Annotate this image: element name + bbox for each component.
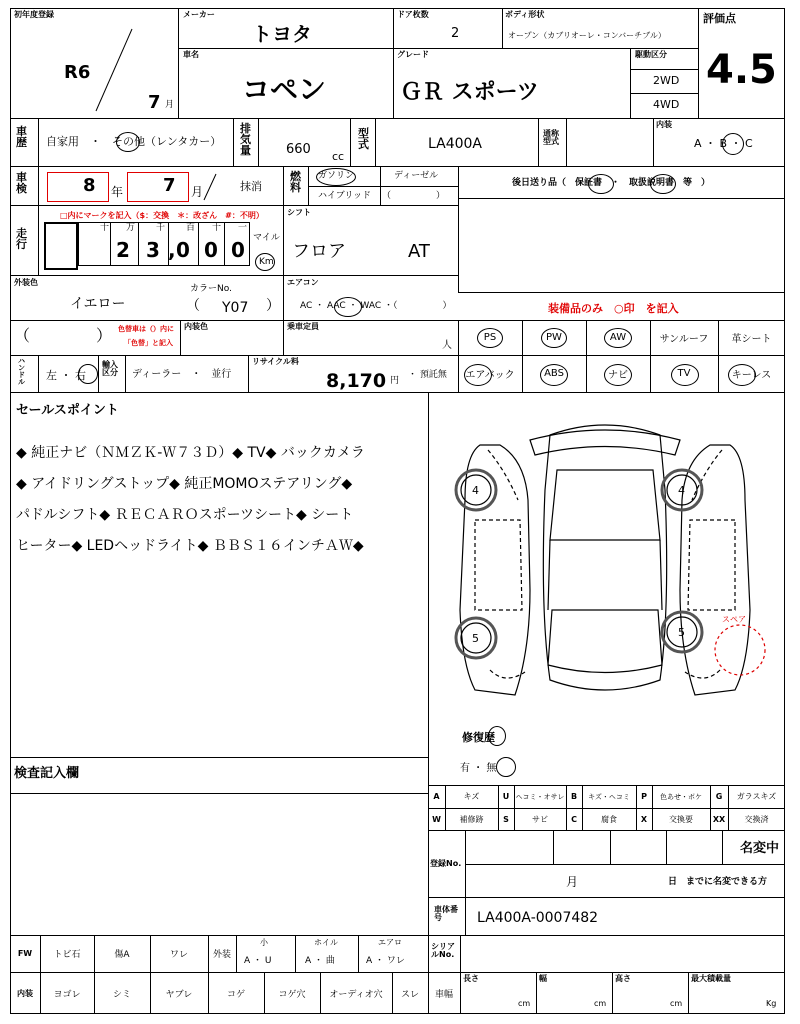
ac-text: AC ・ AAC ・ WAC ・（ ） [300, 301, 452, 311]
import-text: ディーラー ・ 並行 [132, 369, 232, 380]
legend-text: 交換済 [744, 814, 769, 824]
fw-wheel-label: ホイル [314, 938, 338, 947]
odo-separator: , [168, 238, 176, 262]
sales-line: パドルシフト◆ ＲＥＣＡＲＯスポーツシート◆ シート [16, 507, 354, 523]
legend-text: ガラスキズ [736, 792, 777, 801]
equip-leather: 革シート [731, 334, 772, 345]
exterior-label: 外装色 [14, 278, 38, 287]
fuel-circle [316, 168, 356, 186]
fw-small-label: 小 [260, 938, 268, 947]
repair-options: 有 ・ 無 [460, 763, 497, 774]
cancel-text: 抹消 [240, 180, 262, 193]
dims-length-label: 長さ [463, 974, 479, 983]
drive-4wd: 4WD [653, 98, 680, 111]
docs-circle-1 [588, 174, 614, 194]
odo-digit-2: 0 [176, 238, 190, 262]
import-label: 輸入区分 [102, 360, 118, 377]
maker-label: メーカー [183, 10, 215, 19]
dims-label: 車幅 [434, 989, 453, 1000]
fw-exterior-label: 外装 [212, 950, 231, 960]
mile-label: マイル [253, 233, 280, 243]
drive-2wd: 2WD [653, 74, 680, 87]
color-code-paren-left: （ [186, 298, 200, 314]
interior-label: 内装 [656, 120, 672, 129]
year-unit: 年 [111, 185, 124, 199]
equip-ps: PS [483, 332, 497, 343]
fw-aero-value: A ・ ワレ [366, 956, 405, 966]
repair-circle [488, 726, 506, 746]
docs-circle-2 [650, 174, 676, 194]
odo-digit-1: 3 [146, 238, 160, 262]
dims-height-unit: cm [670, 999, 683, 1008]
repair-options-circle [496, 757, 516, 777]
int-item: コゲ穴 [278, 989, 306, 1000]
equip-airbag: エアバック [465, 370, 515, 381]
doors-value: 2 [451, 26, 460, 41]
interior-grades: A ・ B ・ C [694, 137, 753, 150]
equip-ps-circle [477, 328, 503, 348]
int-item: ヨゴレ [53, 989, 81, 1000]
legend-text: キズ・ヘコミ [588, 792, 630, 801]
legend-code: X [640, 814, 648, 824]
equip-tv: TV [677, 368, 691, 379]
car-diagram [430, 410, 780, 710]
equip-sunroof: サンルーフ [659, 334, 709, 345]
doors-label: ドア枚数 [397, 10, 429, 19]
maker-value: トヨタ [252, 22, 312, 46]
spare-label: スペア [722, 615, 746, 624]
inspection-notes-title: 検査記入欄 [14, 766, 80, 781]
handle-circle [78, 364, 98, 384]
first-reg-month-unit: 月 [165, 100, 175, 110]
model-label: 型式 [358, 127, 369, 151]
repaint-note-1: 色替車は（）内に [118, 325, 174, 333]
usage-label: 車歴 [16, 125, 27, 149]
model-value: LA400A [428, 136, 482, 152]
repair-label: 修復歴 [462, 731, 495, 744]
displacement-label: 排気量 [240, 122, 251, 157]
fuel-gasoline: ガソリン [318, 171, 355, 181]
dims-width-unit: cm [594, 999, 607, 1008]
int-label: 内装 [17, 988, 33, 998]
sales-line: ヒーター◆ LEDヘッドライト◆ ＢＢＳ１６インチＡＷ◆ [16, 538, 364, 554]
legend-code: C [571, 814, 577, 824]
score-label: 評価点 [703, 12, 736, 25]
month-unit: 月 [191, 185, 204, 199]
fuel-hybrid: ハイブリッド [318, 191, 372, 201]
displacement-value: 660 [286, 142, 311, 157]
legend-text: キズ [463, 792, 480, 801]
dims-length-unit: cm [518, 999, 531, 1008]
interior-circle [722, 133, 744, 155]
repaint-paren-right: ） [96, 326, 113, 345]
odo-unit-5: 一 [238, 223, 248, 233]
odo-unit-1: 万 [126, 223, 136, 233]
serial-label: シリアルNo. [431, 942, 455, 959]
displacement-unit: cc [332, 150, 345, 163]
first-reg-month: 7 [148, 92, 161, 113]
recycle-label: リサイクル料 [252, 357, 299, 366]
capacity-unit: 人 [442, 340, 452, 351]
usage-circle [116, 132, 140, 152]
drive-label: 駆動区分 [635, 50, 667, 59]
legend-code: S [503, 814, 509, 824]
repaint-paren-left: （ [14, 326, 31, 345]
dims-load-label: 最大積載量 [691, 974, 731, 983]
km-label: Km [259, 257, 274, 267]
int-item: コゲ [226, 989, 245, 1000]
fw-label: FW [17, 949, 33, 958]
sales-title: セールスポイント [16, 403, 119, 418]
legend-code: P [641, 792, 647, 801]
first-reg-slash [90, 25, 140, 115]
ac-circle [334, 297, 362, 317]
mileage-mark-box [44, 222, 78, 270]
recycle-deposit: ・ 預託無 [408, 370, 447, 380]
equip-pw-circle [541, 328, 567, 348]
fuel-other: （ ） [382, 191, 446, 201]
equip-navi-circle [604, 364, 632, 386]
body-label: ボディ形状 [505, 10, 545, 19]
legend-text: サビ [532, 814, 548, 824]
odo-digit-0: 2 [116, 238, 130, 262]
recycle-value: 8,170 [326, 370, 387, 392]
transmission: AT [408, 241, 430, 262]
mileage-note: □内にマークを記入（$：交換 ＊：改ざん #：不明） [60, 211, 264, 220]
fw-small-value: A ・ U [244, 956, 272, 966]
equip-abs: ABS [544, 368, 564, 379]
equip-abs-circle [540, 364, 568, 386]
name-label: 車名 [183, 50, 199, 59]
shift-label: シフト [287, 208, 311, 217]
legend-code: U [502, 792, 510, 801]
odo-unit-4: 十 [212, 223, 222, 233]
inspection-month: 7 [163, 175, 176, 196]
fw-aero-label: エアロ [378, 938, 402, 947]
registration-day: 日 までに名変できる方 [668, 877, 768, 887]
km-circle [255, 253, 275, 271]
sales-lines [16, 446, 426, 570]
equip-aw-circle [604, 328, 632, 348]
first-reg-label: 初年度登録 [14, 10, 54, 19]
inspection-year: 8 [83, 175, 96, 196]
body-value: オープン（カブリオーレ・コンバーチブル） [508, 31, 666, 40]
equip-title: 装備品のみ ○印 を記入 [548, 302, 679, 315]
int-item: スレ [400, 989, 419, 1000]
registration-month: 月 [566, 875, 579, 889]
score-value: 4.5 [706, 47, 777, 93]
grade-label: グレード [397, 50, 429, 59]
first-reg-era: R6 [64, 62, 91, 83]
grade-value: ＧＲ スポーツ [400, 80, 539, 105]
int-item: シミ [112, 989, 131, 1000]
handle-label: ハンドル [18, 357, 25, 386]
legend-code: B [570, 792, 578, 801]
color-code-value: Y07 [222, 300, 249, 316]
common-model-label: 通称型式 [543, 129, 559, 146]
dims-width-label: 幅 [539, 974, 547, 983]
tire-rear-right: 5 [678, 626, 685, 639]
legend-code: W [432, 814, 441, 824]
tire-front-right: 4 [678, 484, 685, 497]
dims-height-label: 高さ [615, 974, 631, 983]
fw-item: ワレ [169, 950, 188, 960]
legend-code: G [715, 792, 723, 801]
name-value: コペン [242, 73, 327, 106]
odo-unit-3: 百 [186, 223, 196, 233]
legend-text: 交換要 [669, 814, 693, 824]
odo-digit-3: 0 [204, 238, 218, 262]
usage-text: 自家用 ・ その他（レンタカー） [46, 135, 222, 148]
legend-code: A [433, 792, 440, 801]
equip-keyless-circle [728, 364, 756, 386]
exterior-value: イエロー [70, 296, 126, 312]
fuel-label: 燃料 [290, 170, 301, 194]
inspection-year-box [47, 172, 109, 202]
int-item: オーディオ穴 [329, 989, 383, 1000]
sales-line: ◆ 純正ナビ（ＮＭＺＫ-Ｗ７３Ｄ）◆ TV◆ バックカメラ [16, 445, 365, 461]
legend-text: ヘコミ・オサレ [515, 792, 565, 801]
ac-label: エアコン [287, 278, 319, 287]
legend-text: 腐食 [601, 814, 617, 824]
odo-unit-2: 千 [156, 223, 166, 233]
equip-keyless: キーレス [731, 370, 772, 381]
color-code-paren-right: ） [266, 298, 280, 314]
dims-load-unit: Kg [766, 999, 777, 1008]
sales-line: ◆ アイドリングストップ◆ 純正MOMOステアリング◆ [16, 476, 353, 492]
interior-color-label: 内装色 [184, 322, 208, 331]
mileage-label: 走行 [16, 227, 27, 251]
tire-front-left: 4 [472, 484, 479, 497]
chassis-label: 車体番号 [434, 905, 458, 922]
odo-digit-4: 0 [231, 238, 245, 262]
fw-wheel-value: A ・ 曲 [305, 956, 335, 966]
capacity-label: 乗車定員 [287, 322, 319, 331]
docs-text: 後日送り品（ 保証書 ・ 取扱説明書 等 ） [512, 178, 711, 188]
fw-item: 傷A [114, 950, 130, 960]
recycle-unit: 円 [390, 376, 400, 386]
equip-navi: ナビ [608, 370, 628, 381]
equip-aw: AW [609, 332, 627, 343]
fw-item: トビ石 [53, 950, 81, 960]
legend-text: 補修跡 [459, 814, 484, 824]
odo-unit-0: 十 [100, 223, 110, 233]
chassis-value: LA400A-0007482 [477, 910, 599, 926]
legend-text: 色あせ・ボケ [660, 792, 702, 801]
repaint-note-2: 「色替」と記入 [124, 339, 173, 347]
equip-tv-circle [671, 364, 699, 386]
fuel-diesel: ディーゼル [394, 171, 439, 181]
name-change: 名変中 [740, 841, 780, 856]
equip-pw: PW [546, 332, 562, 343]
shift-type: フロア [292, 241, 346, 262]
legend-code: XX [712, 814, 726, 824]
registration-label: 登録No. [430, 859, 462, 868]
color-code-label: カラーNo. [190, 284, 232, 294]
inspection-slash [200, 172, 220, 202]
handle-text: 左 ・ 右 [46, 369, 86, 382]
tire-rear-left: 5 [472, 632, 479, 645]
inspection-label: 車検 [16, 171, 27, 195]
equip-airbag-circle [464, 364, 492, 386]
inspection-month-box [127, 172, 189, 202]
int-item: ヤブレ [165, 989, 193, 1000]
